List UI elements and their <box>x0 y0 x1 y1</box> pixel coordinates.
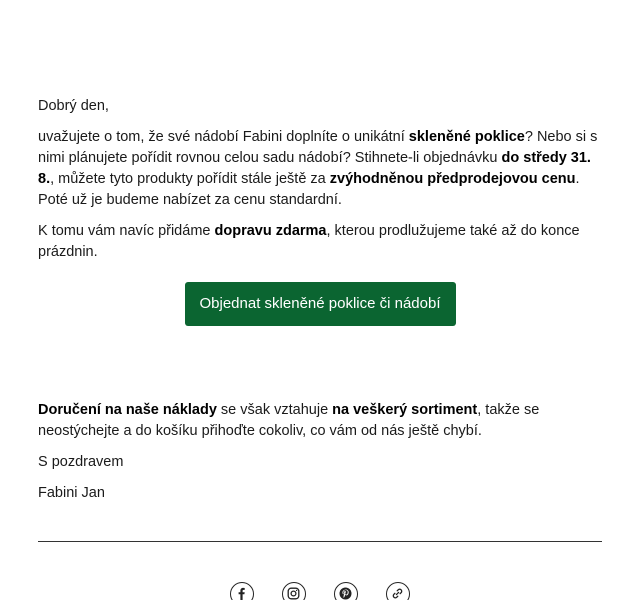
text: , takže se neostýchejte a do košíku přihoďte cokoliv, co vám od nás ještě chybí. <box>38 402 540 439</box>
paragraph-poklice <box>38 127 602 211</box>
text: K tomu vám navíc přidáme <box>38 223 215 239</box>
order-button[interactable]: Objednat skleněné poklice či nádobí <box>185 282 456 326</box>
text: , můžete tyto produkty pořídit stále ještě za <box>50 171 330 187</box>
pinterest-link[interactable] <box>334 582 358 600</box>
facebook-link[interactable] <box>230 582 254 600</box>
paragraph-doruceni <box>38 400 602 442</box>
bold-text: skleněné poklice <box>408 129 525 145</box>
instagram-link[interactable] <box>282 582 306 600</box>
link-icon <box>391 587 404 600</box>
bold-text: Doručení na naše náklady <box>38 402 217 418</box>
cta-wrapper <box>0 282 640 326</box>
email-body-bottom <box>38 400 602 514</box>
social-links <box>0 582 640 600</box>
closing: S pozdravem <box>38 454 124 470</box>
text: se však vztahuje <box>216 402 333 418</box>
pinterest-icon <box>339 587 352 600</box>
bold-text: dopravu zdarma <box>214 223 327 239</box>
bold-text: na veškerý sortiment <box>332 402 478 418</box>
text: , kterou prodlužujeme také až do konce prázdnin. <box>38 223 580 260</box>
email-body-top <box>38 96 602 273</box>
text: ? Nebo si s nimi plánujete pořídit rovnou celou sadu nádobí? Stihnete-li objednávku <box>38 129 598 166</box>
instagram-icon <box>287 587 300 600</box>
signature: Fabini Jan <box>38 485 105 501</box>
website-link[interactable] <box>386 582 410 600</box>
facebook-icon <box>235 587 248 600</box>
divider <box>38 541 602 542</box>
paragraph-doprava <box>38 221 602 263</box>
bold-text: zvýhodněnou předprodejovou cenu <box>329 171 576 187</box>
text: uvažujete o tom, že své nádobí Fabini doplníte o unikátní <box>38 129 409 145</box>
bold-text: do středy 31. 8. <box>38 150 591 187</box>
greeting: Dobrý den, <box>38 98 109 114</box>
text: . Poté už je budeme nabízet za cenu standardní. <box>38 171 580 208</box>
